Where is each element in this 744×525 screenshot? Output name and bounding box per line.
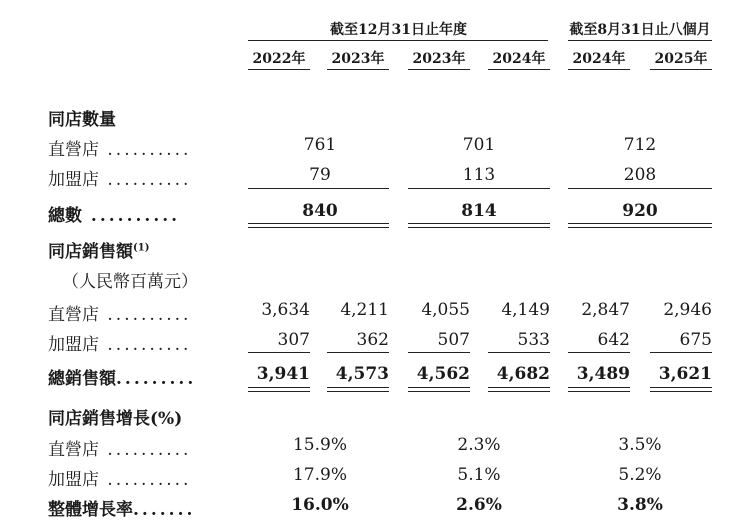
row-label-franchise: 加盟店 .......... (48, 170, 192, 190)
header-eight-months: 截至8月31日止八個月 (569, 22, 711, 38)
rule (248, 391, 310, 392)
rule (650, 387, 712, 388)
year-header: 2024年 (492, 51, 546, 67)
cell: 4,149 (501, 300, 550, 320)
row-label-direct: 直營店 .......... (48, 140, 192, 160)
cell: 3.5% (618, 435, 662, 455)
rule (408, 387, 470, 388)
cell: 3,941 (256, 364, 310, 384)
rule (408, 223, 550, 224)
cell: 79 (309, 165, 331, 185)
rule (327, 387, 389, 388)
cell: 642 (597, 330, 630, 350)
cell: 2,946 (663, 300, 712, 320)
cell: 761 (303, 135, 337, 155)
rule (248, 387, 310, 388)
cell: 920 (622, 201, 658, 221)
row-label-total: 總數 .......... (48, 206, 181, 226)
year-header: 2024年 (572, 51, 626, 67)
cell: 17.9% (292, 465, 347, 485)
rule (248, 227, 389, 228)
rule (568, 352, 630, 353)
cell: 5.2% (618, 465, 662, 485)
rule (488, 69, 550, 70)
rule (327, 391, 389, 392)
cell: 208 (623, 165, 657, 185)
cell: 4,211 (340, 300, 389, 320)
row-label-direct: 直營店 .......... (48, 305, 192, 325)
cell: 4,055 (421, 300, 470, 320)
cell: 3.8% (617, 495, 663, 515)
year-header: 2025年 (654, 51, 708, 67)
rule (568, 391, 630, 392)
cell: 701 (462, 135, 496, 155)
rule (568, 40, 712, 41)
cell: 2,847 (581, 300, 630, 320)
rule (488, 391, 550, 392)
cell: 4,562 (416, 364, 470, 384)
section-title-store-count: 同店數量 (48, 110, 116, 130)
unit-label: （人民幣百萬元） (62, 272, 198, 292)
rule (408, 188, 550, 189)
cell: 2.6% (456, 495, 502, 515)
cell: 712 (623, 135, 657, 155)
cell: 4,682 (496, 364, 550, 384)
row-label-total-growth: 整體增長率....... (48, 500, 196, 520)
cell: 307 (277, 330, 310, 350)
cell: 533 (517, 330, 550, 350)
cell: 113 (462, 165, 496, 185)
rule (408, 69, 470, 70)
section-title-sales: 同店銷售額$^{(1)}$ (48, 242, 150, 262)
rule (248, 352, 310, 353)
cell: 2.3% (457, 435, 501, 455)
cell: 362 (356, 330, 389, 350)
year-header: 2023年 (412, 51, 466, 67)
rule (248, 188, 389, 189)
rule (248, 223, 389, 224)
row-label-direct: 直營店 .......... (48, 440, 192, 460)
rule (408, 352, 470, 353)
cell: 16.0% (291, 495, 349, 515)
year-header: 2022年 (252, 51, 306, 67)
rule (568, 69, 630, 70)
rule (408, 227, 550, 228)
cell: 4,573 (335, 364, 389, 384)
rule (650, 391, 712, 392)
rule (327, 352, 389, 353)
rule (327, 69, 389, 70)
row-label-total-sales: 總銷售額......... (48, 369, 197, 389)
footnote-marker: (1) (133, 242, 150, 254)
rule (488, 387, 550, 388)
cell: 507 (437, 330, 470, 350)
year-header: 2023年 (331, 51, 385, 67)
cell: 3,489 (576, 364, 630, 384)
rule (248, 40, 548, 41)
rule (650, 352, 712, 353)
cell: 5.1% (457, 465, 501, 485)
row-label-franchise: 加盟店 .......... (48, 335, 192, 355)
rule (568, 227, 712, 228)
cell: 675 (679, 330, 712, 350)
header-annual: 截至12月31日止年度 (330, 22, 467, 38)
section-title-growth: 同店銷售增長(%) (48, 409, 183, 429)
rule (650, 69, 712, 70)
rule (568, 188, 712, 189)
rule (408, 391, 470, 392)
cell: 15.9% (292, 435, 347, 455)
rule (248, 69, 310, 70)
cell: 840 (302, 201, 338, 221)
rule (568, 387, 630, 388)
rule (488, 352, 550, 353)
cell: 3,621 (658, 364, 712, 384)
cell: 814 (461, 201, 497, 221)
row-label-franchise: 加盟店 .......... (48, 470, 192, 490)
cell: 3,634 (261, 300, 310, 320)
rule (568, 223, 712, 224)
